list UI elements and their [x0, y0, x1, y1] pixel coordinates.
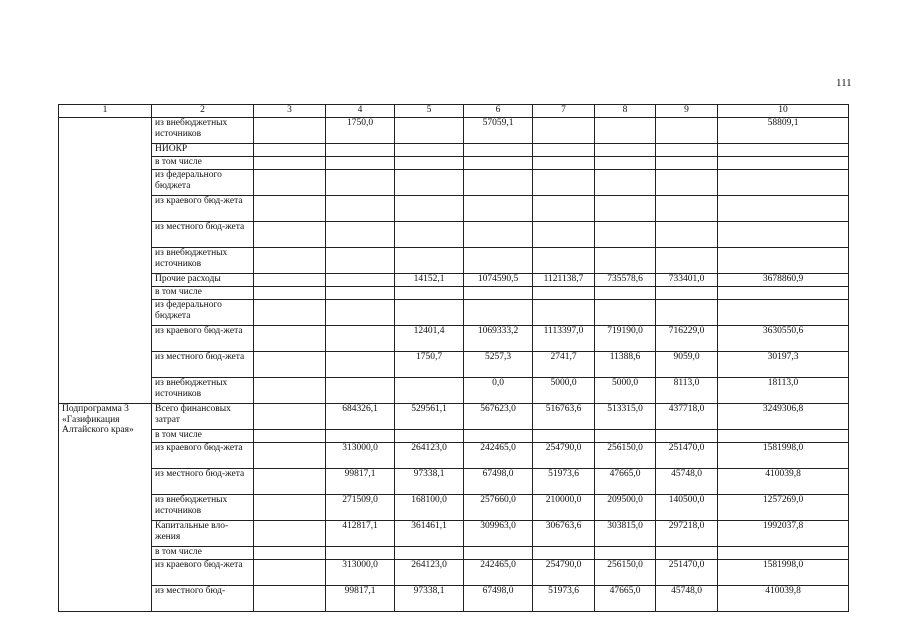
column-header: 5	[395, 105, 464, 118]
value-cell-c6: 242465,0	[464, 443, 533, 469]
header-row	[59, 105, 849, 118]
value-cell-c6	[464, 222, 533, 248]
column-header: 4	[326, 105, 395, 118]
value-cell-c8: 256150,0	[595, 560, 656, 586]
value-cell-c4	[326, 222, 395, 248]
row-label-cell: из краевого бюд-жета	[152, 196, 254, 222]
value-cell-c9: 297218,0	[656, 521, 718, 547]
value-cell-c4: 99817,1	[326, 469, 395, 495]
program-name-cell: Подпрограмма 3 «Газификация Алтайского края»	[59, 404, 152, 612]
value-cell-c9	[656, 430, 718, 443]
value-cell-c7: 210000,0	[533, 495, 595, 521]
value-cell-c3	[254, 157, 326, 170]
value-cell-c9	[656, 287, 718, 300]
value-cell-c6: 1069333,2	[464, 326, 533, 352]
value-cell-c6	[464, 287, 533, 300]
table-row	[59, 118, 849, 144]
value-cell-c6: 309963,0	[464, 521, 533, 547]
value-cell-c8	[595, 300, 656, 326]
value-cell-c8	[595, 196, 656, 222]
table-row	[59, 326, 849, 352]
value-cell-c5: 264123,0	[395, 560, 464, 586]
row-label-cell: из краевого бюд-жета	[152, 326, 254, 352]
value-cell-c7: 516763,6	[533, 404, 595, 430]
column-header: 9	[656, 105, 718, 118]
value-cell-c6: 567623,0	[464, 404, 533, 430]
value-cell-c7	[533, 157, 595, 170]
column-header: 3	[254, 105, 326, 118]
value-cell-c7	[533, 222, 595, 248]
value-cell-c10	[718, 196, 849, 222]
value-cell-c9: 716229,0	[656, 326, 718, 352]
table-row	[59, 287, 849, 300]
table-body	[59, 118, 849, 612]
value-cell-c9	[656, 222, 718, 248]
value-cell-c3	[254, 352, 326, 378]
value-cell-c6	[464, 547, 533, 560]
value-cell-c10	[718, 222, 849, 248]
value-cell-c9: 251470,0	[656, 560, 718, 586]
row-label-cell: из местного бюд-жета	[152, 469, 254, 495]
table-row	[59, 469, 849, 495]
value-cell-c10	[718, 157, 849, 170]
value-cell-c8: 47665,0	[595, 469, 656, 495]
value-cell-c3	[254, 404, 326, 430]
value-cell-c7: 1121138,7	[533, 274, 595, 287]
value-cell-c5: 264123,0	[395, 443, 464, 469]
value-cell-c7: 5000,0	[533, 378, 595, 404]
value-cell-c6	[464, 170, 533, 196]
table-row	[59, 547, 849, 560]
value-cell-c3	[254, 469, 326, 495]
value-cell-c4	[326, 144, 395, 157]
value-cell-c6	[464, 430, 533, 443]
value-cell-c9	[656, 118, 718, 144]
value-cell-c8: 11388,6	[595, 352, 656, 378]
column-header: 8	[595, 105, 656, 118]
value-cell-c7	[533, 170, 595, 196]
value-cell-c7	[533, 144, 595, 157]
value-cell-c3	[254, 118, 326, 144]
value-cell-c8: 209500,0	[595, 495, 656, 521]
row-label-cell: из федерального бюджета	[152, 170, 254, 196]
value-cell-c3	[254, 547, 326, 560]
value-cell-c10	[718, 144, 849, 157]
value-cell-c10: 18113,0	[718, 378, 849, 404]
row-label-cell: из местного бюд-жета	[152, 352, 254, 378]
value-cell-c7	[533, 547, 595, 560]
value-cell-c3	[254, 430, 326, 443]
value-cell-c4	[326, 157, 395, 170]
value-cell-c8	[595, 430, 656, 443]
value-cell-c10: 3630550,6	[718, 326, 849, 352]
value-cell-c6	[464, 300, 533, 326]
value-cell-c9: 251470,0	[656, 443, 718, 469]
value-cell-c5: 361461,1	[395, 521, 464, 547]
value-cell-c5	[395, 248, 464, 274]
value-cell-c3	[254, 586, 326, 612]
row-label-cell: в том числе	[152, 287, 254, 300]
value-cell-c8	[595, 118, 656, 144]
value-cell-c7	[533, 118, 595, 144]
value-cell-c9: 140500,0	[656, 495, 718, 521]
value-cell-c4	[326, 300, 395, 326]
value-cell-c10: 1581998,0	[718, 443, 849, 469]
value-cell-c4	[326, 547, 395, 560]
column-header: 7	[533, 105, 595, 118]
value-cell-c6	[464, 196, 533, 222]
value-cell-c8: 513315,0	[595, 404, 656, 430]
value-cell-c9: 8113,0	[656, 378, 718, 404]
value-cell-c10	[718, 430, 849, 443]
value-cell-c7: 1113397,0	[533, 326, 595, 352]
value-cell-c5: 529561,1	[395, 404, 464, 430]
value-cell-c6	[464, 248, 533, 274]
value-cell-c8: 256150,0	[595, 443, 656, 469]
value-cell-c10: 410039,8	[718, 469, 849, 495]
value-cell-c7: 254790,0	[533, 560, 595, 586]
value-cell-c5	[395, 287, 464, 300]
value-cell-c3	[254, 170, 326, 196]
value-cell-c4	[326, 378, 395, 404]
value-cell-c6: 67498,0	[464, 469, 533, 495]
value-cell-c3	[254, 378, 326, 404]
row-label-cell: НИОКР	[152, 144, 254, 157]
value-cell-c5	[395, 222, 464, 248]
column-header: 1	[59, 105, 152, 118]
value-cell-c4	[326, 326, 395, 352]
table-row	[59, 443, 849, 469]
row-label-cell: Капитальные вло-жения	[152, 521, 254, 547]
value-cell-c8	[595, 222, 656, 248]
table-row	[59, 157, 849, 170]
value-cell-c10: 1992037,8	[718, 521, 849, 547]
table-row	[59, 300, 849, 326]
value-cell-c9	[656, 144, 718, 157]
value-cell-c3	[254, 248, 326, 274]
value-cell-c8: 719190,0	[595, 326, 656, 352]
column-header: 6	[464, 105, 533, 118]
table-row	[59, 144, 849, 157]
column-header: 2	[152, 105, 254, 118]
value-cell-c3	[254, 326, 326, 352]
value-cell-c5	[395, 378, 464, 404]
value-cell-c5: 14152,1	[395, 274, 464, 287]
value-cell-c5	[395, 144, 464, 157]
value-cell-c8	[595, 170, 656, 196]
row-label-cell: в том числе	[152, 547, 254, 560]
value-cell-c4: 271509,0	[326, 495, 395, 521]
value-cell-c9	[656, 157, 718, 170]
value-cell-c5	[395, 157, 464, 170]
table-row	[59, 404, 849, 430]
value-cell-c3	[254, 521, 326, 547]
value-cell-c10: 30197,3	[718, 352, 849, 378]
value-cell-c7	[533, 300, 595, 326]
program-name-cell	[59, 118, 152, 404]
value-cell-c4	[326, 248, 395, 274]
row-label-cell: из внебюджетных источников	[152, 248, 254, 274]
table-row	[59, 586, 849, 612]
value-cell-c10: 3678860,9	[718, 274, 849, 287]
table-row	[59, 274, 849, 287]
row-label-cell: из краевого бюд-жета	[152, 560, 254, 586]
value-cell-c8	[595, 287, 656, 300]
value-cell-c3	[254, 443, 326, 469]
value-cell-c9: 45748,0	[656, 586, 718, 612]
value-cell-c5: 12401,4	[395, 326, 464, 352]
value-cell-c7	[533, 248, 595, 274]
row-label-cell: из внебюджетных источников	[152, 378, 254, 404]
value-cell-c8: 5000,0	[595, 378, 656, 404]
value-cell-c3	[254, 560, 326, 586]
value-cell-c7: 254790,0	[533, 443, 595, 469]
value-cell-c4: 684326,1	[326, 404, 395, 430]
value-cell-c6: 1074590,5	[464, 274, 533, 287]
value-cell-c9	[656, 547, 718, 560]
row-label-cell: в том числе	[152, 157, 254, 170]
value-cell-c4	[326, 170, 395, 196]
value-cell-c4	[326, 196, 395, 222]
value-cell-c7	[533, 430, 595, 443]
value-cell-c4: 412817,1	[326, 521, 395, 547]
row-label-cell: из федерального бюджета	[152, 300, 254, 326]
value-cell-c8: 303815,0	[595, 521, 656, 547]
value-cell-c5	[395, 300, 464, 326]
row-label-cell: Всего финансовых затрат	[152, 404, 254, 430]
table-row	[59, 222, 849, 248]
value-cell-c10: 1257269,0	[718, 495, 849, 521]
value-cell-c3	[254, 300, 326, 326]
value-cell-c9	[656, 196, 718, 222]
value-cell-c7	[533, 287, 595, 300]
row-label-cell: из внебюджетных источников	[152, 118, 254, 144]
value-cell-c4: 1750,0	[326, 118, 395, 144]
value-cell-c5: 97338,1	[395, 586, 464, 612]
value-cell-c4	[326, 352, 395, 378]
value-cell-c9: 733401,0	[656, 274, 718, 287]
table-row	[59, 495, 849, 521]
value-cell-c7: 51973,6	[533, 469, 595, 495]
value-cell-c4	[326, 430, 395, 443]
value-cell-c3	[254, 196, 326, 222]
table-row	[59, 352, 849, 378]
value-cell-c10: 1581998,0	[718, 560, 849, 586]
value-cell-c7: 51973,6	[533, 586, 595, 612]
value-cell-c9	[656, 248, 718, 274]
row-label-cell: из местного бюд-жета	[152, 222, 254, 248]
value-cell-c6: 242465,0	[464, 560, 533, 586]
value-cell-c4: 99817,1	[326, 586, 395, 612]
table-row	[59, 560, 849, 586]
value-cell-c10	[718, 248, 849, 274]
value-cell-c10: 410039,8	[718, 586, 849, 612]
value-cell-c8: 47665,0	[595, 586, 656, 612]
value-cell-c8	[595, 547, 656, 560]
value-cell-c8	[595, 248, 656, 274]
value-cell-c5: 1750,7	[395, 352, 464, 378]
value-cell-c10: 3249306,8	[718, 404, 849, 430]
value-cell-c7: 306763,6	[533, 521, 595, 547]
value-cell-c5	[395, 196, 464, 222]
value-cell-c3	[254, 274, 326, 287]
table-row	[59, 521, 849, 547]
value-cell-c3	[254, 222, 326, 248]
column-header: 10	[718, 105, 849, 118]
value-cell-c5	[395, 118, 464, 144]
row-label-cell: в том числе	[152, 430, 254, 443]
value-cell-c10	[718, 300, 849, 326]
value-cell-c5: 97338,1	[395, 469, 464, 495]
page-number: 111	[836, 77, 852, 89]
value-cell-c8	[595, 144, 656, 157]
row-label-cell: Прочие расходы	[152, 274, 254, 287]
value-cell-c5: 168100,0	[395, 495, 464, 521]
value-cell-c6	[464, 157, 533, 170]
value-cell-c9: 45748,0	[656, 469, 718, 495]
value-cell-c8	[595, 157, 656, 170]
table-row	[59, 248, 849, 274]
table-row	[59, 430, 849, 443]
value-cell-c4: 313000,0	[326, 443, 395, 469]
value-cell-c4: 313000,0	[326, 560, 395, 586]
value-cell-c10	[718, 170, 849, 196]
row-label-cell: из краевого бюд-жета	[152, 443, 254, 469]
value-cell-c10: 58809,1	[718, 118, 849, 144]
row-label-cell: из местного бюд-	[152, 586, 254, 612]
value-cell-c3	[254, 495, 326, 521]
value-cell-c5	[395, 170, 464, 196]
value-cell-c6: 0,0	[464, 378, 533, 404]
value-cell-c6: 57059,1	[464, 118, 533, 144]
value-cell-c5	[395, 547, 464, 560]
value-cell-c7	[533, 196, 595, 222]
row-label-cell: из внебюджетных источников	[152, 495, 254, 521]
value-cell-c5	[395, 430, 464, 443]
table-row	[59, 170, 849, 196]
value-cell-c4	[326, 287, 395, 300]
value-cell-c10	[718, 547, 849, 560]
table-row	[59, 196, 849, 222]
value-cell-c3	[254, 144, 326, 157]
value-cell-c6	[464, 144, 533, 157]
value-cell-c6: 5257,3	[464, 352, 533, 378]
value-cell-c7: 2741,7	[533, 352, 595, 378]
value-cell-c9: 9059,0	[656, 352, 718, 378]
value-cell-c4	[326, 274, 395, 287]
value-cell-c10	[718, 287, 849, 300]
table-row	[59, 378, 849, 404]
value-cell-c6: 67498,0	[464, 586, 533, 612]
value-cell-c9	[656, 300, 718, 326]
value-cell-c3	[254, 287, 326, 300]
budget-table	[58, 104, 849, 612]
value-cell-c9	[656, 170, 718, 196]
value-cell-c8: 735578,6	[595, 274, 656, 287]
value-cell-c9: 437718,0	[656, 404, 718, 430]
value-cell-c6: 257660,0	[464, 495, 533, 521]
